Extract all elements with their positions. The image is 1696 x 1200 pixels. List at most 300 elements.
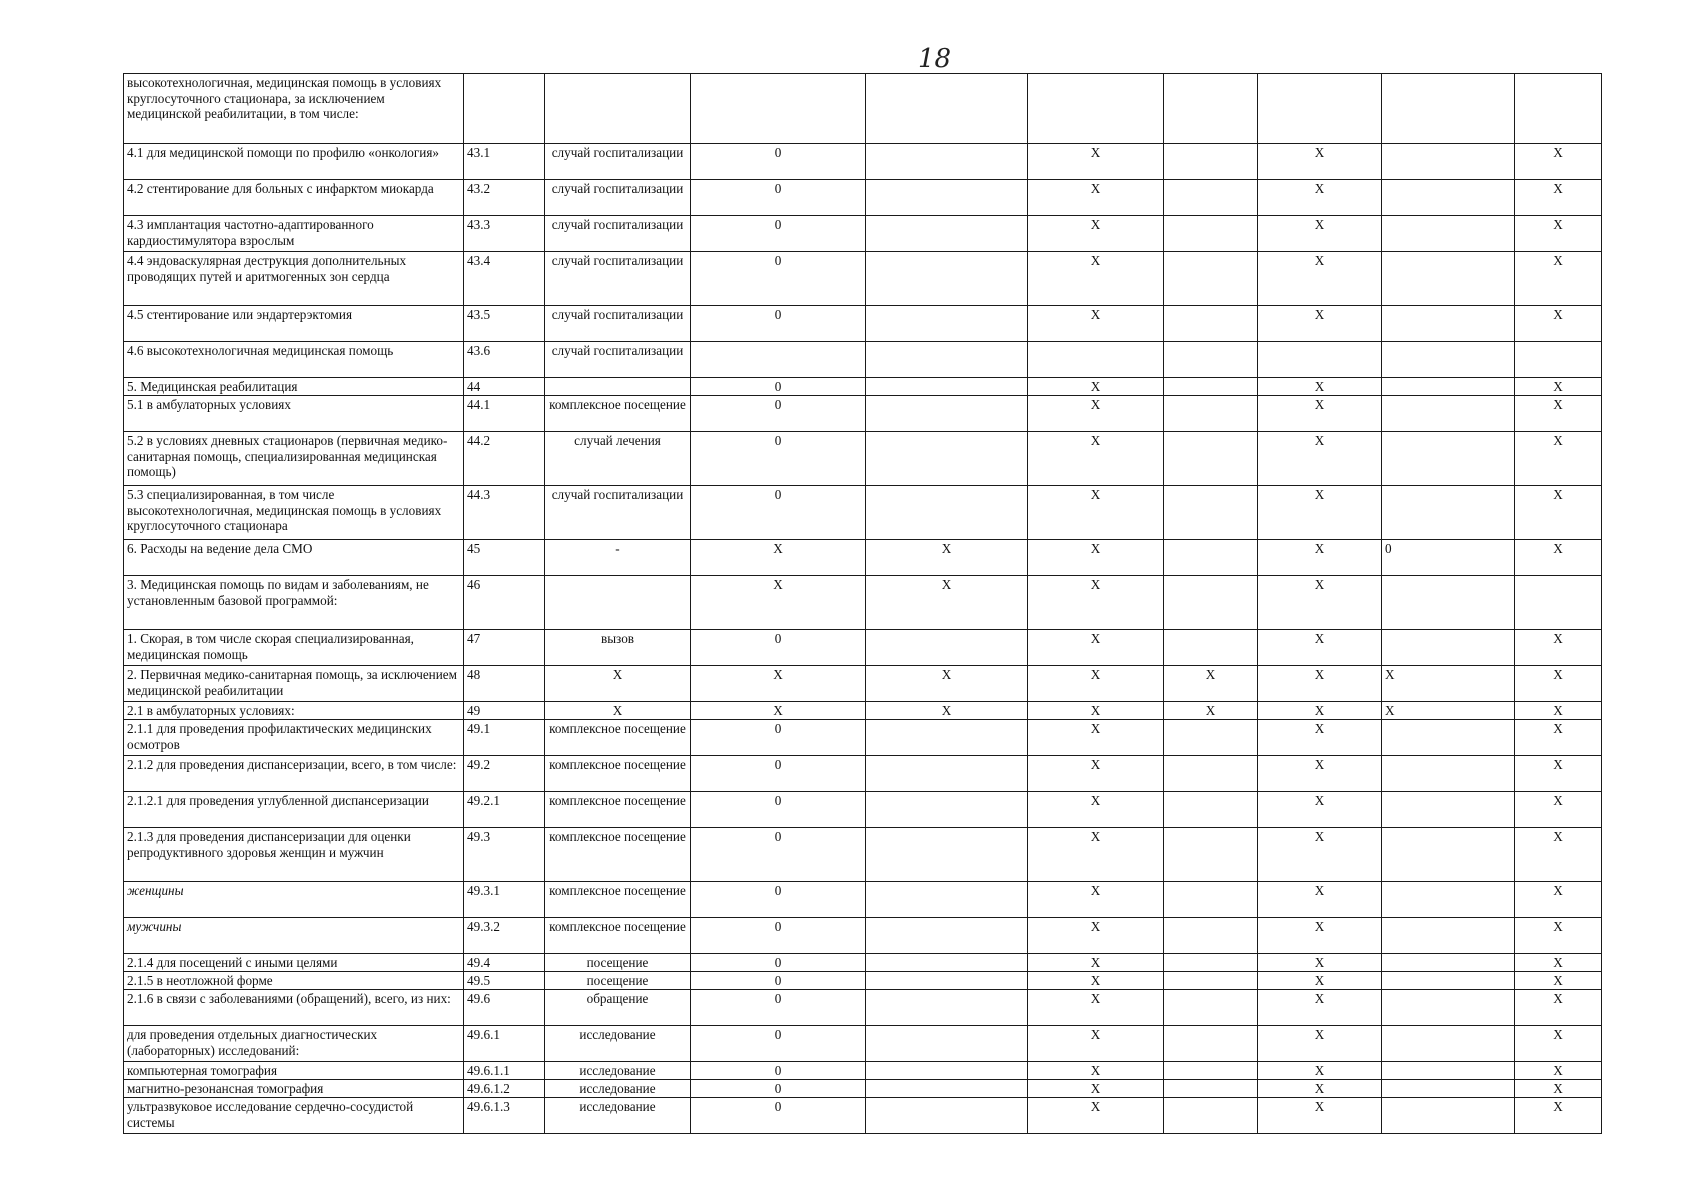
row-value-cell: X	[691, 540, 866, 576]
row-value-cell	[866, 1026, 1028, 1062]
row-name-cell: 4.2 стентирование для больных с инфарктом миокарда	[124, 180, 464, 216]
row-code-cell: 47	[464, 630, 545, 666]
row-value-cell	[1382, 1098, 1515, 1134]
row-value-cell: X	[1028, 144, 1164, 180]
row-name-cell: 4.5 стентирование или эндартерэктомия	[124, 306, 464, 342]
row-value-cell	[866, 252, 1028, 306]
table-row	[124, 378, 1602, 396]
row-value-cell	[1382, 342, 1515, 378]
row-value-cell: X	[1258, 144, 1382, 180]
row-value-cell: 0	[691, 990, 866, 1026]
row-value-cell	[691, 342, 866, 378]
table-row	[124, 486, 1602, 540]
row-value-cell: X	[1515, 702, 1602, 720]
row-code-cell: 44	[464, 378, 545, 396]
table-row	[124, 144, 1602, 180]
row-value-cell: 0	[691, 1026, 866, 1062]
row-value-cell	[866, 882, 1028, 918]
row-value-cell	[1164, 576, 1258, 630]
row-value-cell	[866, 216, 1028, 252]
row-unit-cell	[545, 576, 691, 630]
row-value-cell: X	[1164, 702, 1258, 720]
table-row	[124, 720, 1602, 756]
row-value-cell	[1164, 432, 1258, 486]
table-row	[124, 180, 1602, 216]
row-value-cell	[1382, 828, 1515, 882]
row-name-cell: компьютерная томография	[124, 1062, 464, 1080]
row-value-cell: X	[1515, 306, 1602, 342]
row-value-cell: X	[1028, 540, 1164, 576]
row-name-cell: 2.1.2.1 для проведения углубленной диспансеризации	[124, 792, 464, 828]
row-code-cell: 49.3.1	[464, 882, 545, 918]
row-value-cell: X	[1028, 972, 1164, 990]
row-value-cell: X	[1258, 720, 1382, 756]
row-unit-cell: обращение	[545, 990, 691, 1026]
table-row	[124, 216, 1602, 252]
row-value-cell: X	[1515, 1098, 1602, 1134]
row-value-cell: X	[1028, 1062, 1164, 1080]
row-value-cell: X	[1515, 1062, 1602, 1080]
row-value-cell: X	[1515, 1026, 1602, 1062]
table-body	[124, 74, 1602, 1134]
row-value-cell: X	[1028, 216, 1164, 252]
row-value-cell	[1164, 630, 1258, 666]
row-value-cell	[1382, 630, 1515, 666]
table-row	[124, 918, 1602, 954]
row-value-cell: X	[1515, 954, 1602, 972]
row-value-cell: 0	[691, 882, 866, 918]
row-value-cell: 0	[691, 720, 866, 756]
row-value-cell: X	[1515, 252, 1602, 306]
row-value-cell	[866, 486, 1028, 540]
row-unit-cell: посещение	[545, 972, 691, 990]
row-value-cell: X	[1258, 1062, 1382, 1080]
row-value-cell	[1382, 918, 1515, 954]
table-row	[124, 1062, 1602, 1080]
row-value-cell: X	[1028, 576, 1164, 630]
row-value-cell	[1382, 882, 1515, 918]
row-value-cell	[866, 972, 1028, 990]
row-value-cell	[1382, 432, 1515, 486]
row-value-cell	[1028, 74, 1164, 144]
row-name-cell: высокотехнологичная, медицинская помощь в условиях круглосуточного стационара, за исключением медицинской реабилитации, в том числе:	[124, 74, 464, 144]
row-value-cell: X	[1515, 396, 1602, 432]
row-value-cell: X	[1028, 828, 1164, 882]
row-code-cell: 43.1	[464, 144, 545, 180]
row-value-cell: X	[1028, 882, 1164, 918]
row-value-cell: X	[1382, 702, 1515, 720]
row-code-cell: 43.2	[464, 180, 545, 216]
row-value-cell: X	[1515, 1080, 1602, 1098]
row-name-cell: ультразвуковое исследование сердечно-сосудистой системы	[124, 1098, 464, 1134]
row-name-cell: 2.1.5 в неотложной форме	[124, 972, 464, 990]
row-unit-cell: случай госпитализации	[545, 216, 691, 252]
row-value-cell: 0	[691, 486, 866, 540]
row-value-cell: X	[1258, 1098, 1382, 1134]
row-value-cell	[1382, 74, 1515, 144]
row-unit-cell: случай госпитализации	[545, 342, 691, 378]
row-value-cell: X	[1028, 918, 1164, 954]
table-row	[124, 882, 1602, 918]
row-value-cell	[1258, 342, 1382, 378]
table-row	[124, 74, 1602, 144]
row-name-cell: женщины	[124, 882, 464, 918]
row-unit-cell: комплексное посещение	[545, 720, 691, 756]
row-value-cell	[1382, 144, 1515, 180]
row-value-cell: X	[866, 702, 1028, 720]
row-unit-cell: комплексное посещение	[545, 756, 691, 792]
table-row	[124, 756, 1602, 792]
row-value-cell: X	[1258, 396, 1382, 432]
row-name-cell: 2.1.3 для проведения диспансеризации для оценки репродуктивного здоровья женщин и мужчин	[124, 828, 464, 882]
tariff-table	[123, 73, 1602, 1134]
row-unit-cell	[545, 378, 691, 396]
row-value-cell: 0	[691, 396, 866, 432]
row-value-cell	[1382, 972, 1515, 990]
row-value-cell: X	[1515, 756, 1602, 792]
row-value-cell: X	[1258, 702, 1382, 720]
row-value-cell: X	[1258, 918, 1382, 954]
row-value-cell: X	[1515, 882, 1602, 918]
row-code-cell: 43.5	[464, 306, 545, 342]
row-value-cell	[1164, 396, 1258, 432]
row-value-cell: X	[691, 702, 866, 720]
row-value-cell: X	[1515, 918, 1602, 954]
row-code-cell: 46	[464, 576, 545, 630]
row-value-cell: 0	[691, 306, 866, 342]
row-value-cell: X	[1515, 144, 1602, 180]
row-name-cell: 2.1 в амбулаторных условиях:	[124, 702, 464, 720]
row-value-cell	[1164, 306, 1258, 342]
row-code-cell: 49.3.2	[464, 918, 545, 954]
row-value-cell: X	[1258, 990, 1382, 1026]
row-value-cell	[1382, 306, 1515, 342]
row-value-cell	[1164, 1062, 1258, 1080]
row-value-cell	[1164, 486, 1258, 540]
row-code-cell: 49.3	[464, 828, 545, 882]
row-value-cell: X	[1028, 702, 1164, 720]
row-value-cell	[866, 1098, 1028, 1134]
row-value-cell	[1382, 378, 1515, 396]
row-value-cell	[1164, 1080, 1258, 1098]
row-code-cell: 49.4	[464, 954, 545, 972]
row-value-cell	[1164, 1098, 1258, 1134]
row-value-cell: X	[1258, 1080, 1382, 1098]
row-value-cell: 0	[691, 180, 866, 216]
row-value-cell: X	[1515, 792, 1602, 828]
row-code-cell: 49.6.1.3	[464, 1098, 545, 1134]
row-value-cell	[1164, 74, 1258, 144]
row-name-cell: 3. Медицинская помощь по видам и заболеваниям, не установленным базовой программой:	[124, 576, 464, 630]
table-row	[124, 1026, 1602, 1062]
row-name-cell: 2. Первичная медико-санитарная помощь, за исключением медицинской реабилитации	[124, 666, 464, 702]
row-value-cell	[1382, 1026, 1515, 1062]
row-code-cell: 43.6	[464, 342, 545, 378]
row-unit-cell: случай госпитализации	[545, 144, 691, 180]
row-value-cell: 0	[691, 1062, 866, 1080]
row-name-cell: 2.1.6 в связи с заболеваниями (обращений), всего, из них:	[124, 990, 464, 1026]
table-row	[124, 972, 1602, 990]
row-value-cell	[1382, 576, 1515, 630]
row-value-cell: X	[691, 576, 866, 630]
row-code-cell: 49.6.1.1	[464, 1062, 545, 1080]
row-name-cell: 5.1 в амбулаторных условиях	[124, 396, 464, 432]
row-code-cell: 49.5	[464, 972, 545, 990]
row-value-cell: 0	[691, 828, 866, 882]
row-code-cell: 44.1	[464, 396, 545, 432]
row-value-cell	[866, 432, 1028, 486]
table-row	[124, 576, 1602, 630]
row-value-cell: X	[1258, 306, 1382, 342]
row-value-cell: X	[1258, 630, 1382, 666]
row-unit-cell: посещение	[545, 954, 691, 972]
row-name-cell: магнитно-резонансная томография	[124, 1080, 464, 1098]
row-value-cell	[1164, 882, 1258, 918]
row-value-cell	[1164, 954, 1258, 972]
row-value-cell: X	[1028, 720, 1164, 756]
row-unit-cell: комплексное посещение	[545, 396, 691, 432]
row-value-cell: X	[1258, 216, 1382, 252]
row-value-cell	[866, 1062, 1028, 1080]
row-value-cell	[866, 756, 1028, 792]
row-value-cell: X	[866, 540, 1028, 576]
row-value-cell: X	[1258, 954, 1382, 972]
row-unit-cell: исследование	[545, 1080, 691, 1098]
row-value-cell: 0	[691, 954, 866, 972]
row-unit-cell: комплексное посещение	[545, 792, 691, 828]
row-name-cell: 4.1 для медицинской помощи по профилю «онкология»	[124, 144, 464, 180]
row-value-cell: 0	[691, 378, 866, 396]
row-unit-cell: комплексное посещение	[545, 828, 691, 882]
row-value-cell	[1382, 954, 1515, 972]
row-value-cell: 0	[691, 432, 866, 486]
row-value-cell: X	[1258, 252, 1382, 306]
table-row	[124, 954, 1602, 972]
row-value-cell: X	[1515, 990, 1602, 1026]
row-value-cell: X	[1382, 666, 1515, 702]
row-value-cell	[866, 792, 1028, 828]
row-unit-cell: комплексное посещение	[545, 882, 691, 918]
row-unit-cell	[545, 74, 691, 144]
row-value-cell: X	[1258, 432, 1382, 486]
row-value-cell	[866, 1080, 1028, 1098]
row-name-cell: 2.1.1 для проведения профилактических медицинских осмотров	[124, 720, 464, 756]
row-code-cell: 45	[464, 540, 545, 576]
row-value-cell	[866, 918, 1028, 954]
table-row	[124, 630, 1602, 666]
row-value-cell	[1382, 792, 1515, 828]
row-name-cell: 2.1.4 для посещений с иными целями	[124, 954, 464, 972]
row-value-cell	[1164, 252, 1258, 306]
row-value-cell	[1382, 396, 1515, 432]
row-value-cell: X	[1028, 378, 1164, 396]
row-value-cell: X	[1028, 180, 1164, 216]
row-value-cell: X	[1028, 486, 1164, 540]
row-value-cell	[1164, 180, 1258, 216]
row-value-cell: X	[1258, 180, 1382, 216]
row-value-cell	[1382, 1062, 1515, 1080]
row-value-cell: X	[1258, 756, 1382, 792]
row-value-cell: 0	[691, 630, 866, 666]
row-value-cell: X	[1515, 486, 1602, 540]
row-name-cell: 2.1.2 для проведения диспансеризации, всего, в том числе:	[124, 756, 464, 792]
row-value-cell	[866, 990, 1028, 1026]
row-name-cell: 5. Медицинская реабилитация	[124, 378, 464, 396]
row-value-cell	[1164, 756, 1258, 792]
row-code-cell: 49.6	[464, 990, 545, 1026]
row-value-cell	[1382, 720, 1515, 756]
row-value-cell	[1515, 342, 1602, 378]
row-value-cell: 0	[691, 972, 866, 990]
row-value-cell	[1164, 1026, 1258, 1062]
row-value-cell	[1164, 216, 1258, 252]
row-value-cell: X	[1515, 630, 1602, 666]
row-value-cell	[1028, 342, 1164, 378]
row-value-cell: X	[1258, 828, 1382, 882]
table-row	[124, 432, 1602, 486]
row-value-cell: 0	[691, 792, 866, 828]
table-row	[124, 306, 1602, 342]
row-value-cell: X	[1028, 252, 1164, 306]
row-value-cell	[1382, 252, 1515, 306]
row-value-cell: X	[1028, 792, 1164, 828]
row-value-cell	[1382, 216, 1515, 252]
row-name-cell: 1. Скорая, в том числе скорая специализированная, медицинская помощь	[124, 630, 464, 666]
row-name-cell: 5.3 специализированная, в том числе высокотехнологичная, медицинская помощь в условиях круглосуточного стационара	[124, 486, 464, 540]
row-value-cell: X	[1515, 540, 1602, 576]
row-value-cell: X	[1515, 180, 1602, 216]
row-code-cell: 43.3	[464, 216, 545, 252]
page-number: 18	[918, 44, 952, 74]
row-value-cell	[866, 720, 1028, 756]
table-row	[124, 252, 1602, 306]
row-value-cell: 0	[691, 918, 866, 954]
row-value-cell: X	[1258, 882, 1382, 918]
row-unit-cell: исследование	[545, 1026, 691, 1062]
row-value-cell: X	[1028, 396, 1164, 432]
row-value-cell: 0	[691, 216, 866, 252]
row-value-cell	[866, 180, 1028, 216]
row-value-cell	[866, 378, 1028, 396]
row-value-cell	[1164, 792, 1258, 828]
row-unit-cell: -	[545, 540, 691, 576]
row-value-cell	[1164, 828, 1258, 882]
row-value-cell	[1164, 918, 1258, 954]
row-value-cell: X	[1028, 1026, 1164, 1062]
row-unit-cell: комплексное посещение	[545, 918, 691, 954]
table-row	[124, 990, 1602, 1026]
row-value-cell: X	[1028, 1098, 1164, 1134]
table-row	[124, 702, 1602, 720]
row-code-cell: 48	[464, 666, 545, 702]
row-value-cell: 0	[691, 252, 866, 306]
row-name-cell: мужчины	[124, 918, 464, 954]
row-value-cell: X	[1515, 972, 1602, 990]
table-row	[124, 792, 1602, 828]
row-value-cell: X	[1258, 666, 1382, 702]
row-value-cell	[866, 306, 1028, 342]
row-value-cell: X	[1258, 576, 1382, 630]
row-name-cell: 6. Расходы на ведение дела СМО	[124, 540, 464, 576]
row-unit-cell: вызов	[545, 630, 691, 666]
row-value-cell: X	[1515, 378, 1602, 396]
row-value-cell	[866, 144, 1028, 180]
row-value-cell: X	[1028, 306, 1164, 342]
row-value-cell	[866, 342, 1028, 378]
row-value-cell	[1164, 378, 1258, 396]
row-value-cell	[1515, 576, 1602, 630]
table-row	[124, 1098, 1602, 1134]
row-value-cell: X	[1028, 432, 1164, 486]
table-row	[124, 396, 1602, 432]
row-value-cell: 0	[1382, 540, 1515, 576]
row-name-cell: 4.4 эндоваскулярная деструкция дополнительных проводящих путей и аритмогенных зон сердца	[124, 252, 464, 306]
row-value-cell: X	[1028, 666, 1164, 702]
row-value-cell	[1258, 74, 1382, 144]
row-unit-cell: исследование	[545, 1098, 691, 1134]
row-value-cell	[866, 630, 1028, 666]
row-unit-cell: случай госпитализации	[545, 252, 691, 306]
row-value-cell	[691, 74, 866, 144]
row-code-cell	[464, 74, 545, 144]
row-value-cell: X	[1258, 792, 1382, 828]
row-value-cell: 0	[691, 756, 866, 792]
row-name-cell: 4.6 высокотехнологичная медицинская помощь	[124, 342, 464, 378]
row-value-cell: X	[1515, 828, 1602, 882]
row-code-cell: 49.6.1	[464, 1026, 545, 1062]
row-code-cell: 49.1	[464, 720, 545, 756]
row-value-cell	[1164, 144, 1258, 180]
table-row	[124, 828, 1602, 882]
row-value-cell: X	[1028, 630, 1164, 666]
row-value-cell	[1382, 486, 1515, 540]
row-code-cell: 49.6.1.2	[464, 1080, 545, 1098]
row-value-cell: X	[691, 666, 866, 702]
row-value-cell: X	[1028, 954, 1164, 972]
row-value-cell: 0	[691, 1098, 866, 1134]
row-value-cell: X	[1515, 720, 1602, 756]
row-name-cell: для проведения отдельных диагностических (лабораторных) исследований:	[124, 1026, 464, 1062]
table-row	[124, 666, 1602, 702]
row-code-cell: 49.2	[464, 756, 545, 792]
row-value-cell: X	[1258, 540, 1382, 576]
table-row	[124, 1080, 1602, 1098]
row-value-cell	[866, 396, 1028, 432]
row-value-cell: X	[866, 666, 1028, 702]
row-value-cell: X	[1028, 756, 1164, 792]
row-code-cell: 43.4	[464, 252, 545, 306]
table-row	[124, 342, 1602, 378]
row-value-cell: X	[1258, 378, 1382, 396]
row-unit-cell: случай госпитализации	[545, 180, 691, 216]
row-value-cell	[1164, 972, 1258, 990]
row-value-cell	[1515, 74, 1602, 144]
row-value-cell	[1164, 720, 1258, 756]
row-code-cell: 49.2.1	[464, 792, 545, 828]
row-unit-cell: случай лечения	[545, 432, 691, 486]
row-code-cell: 44.3	[464, 486, 545, 540]
row-value-cell: X	[1258, 972, 1382, 990]
row-code-cell: 49	[464, 702, 545, 720]
row-value-cell	[1164, 540, 1258, 576]
row-value-cell	[1164, 342, 1258, 378]
table-row	[124, 540, 1602, 576]
row-unit-cell: исследование	[545, 1062, 691, 1080]
row-value-cell: X	[1028, 1080, 1164, 1098]
row-value-cell	[1164, 990, 1258, 1026]
row-unit-cell: X	[545, 666, 691, 702]
row-value-cell	[1382, 756, 1515, 792]
